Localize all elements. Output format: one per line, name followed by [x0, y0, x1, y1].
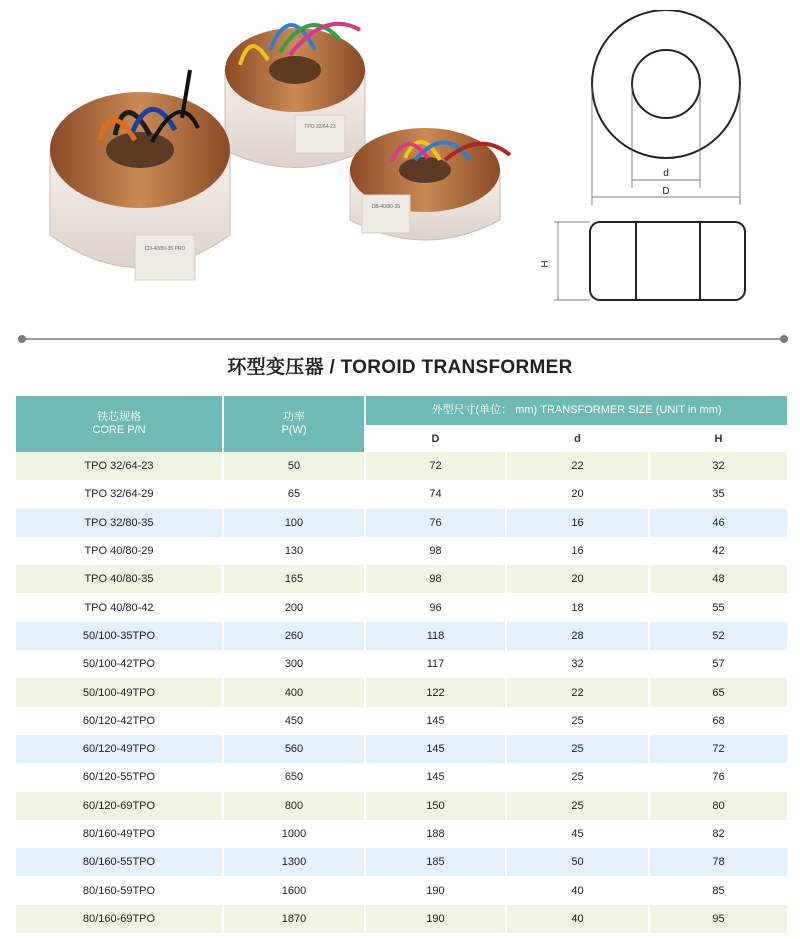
cell-power: 1300 [224, 848, 364, 876]
cell-d: 22 [507, 452, 648, 480]
sub-header-H: H [650, 425, 787, 452]
cell-d: 16 [507, 537, 648, 565]
cell-power: 560 [224, 735, 364, 763]
cell-core: TPO 32/64-23 [16, 452, 222, 480]
cell-H: 35 [650, 480, 787, 508]
size-header: 外型尺寸(单位： mm) TRANSFORMER SIZE (UNIT in mm) [366, 396, 787, 425]
cell-core: 60/120-49TPO [16, 735, 222, 763]
cell-H: 46 [650, 509, 787, 537]
cell-d: 40 [507, 876, 648, 904]
power-header-en: P(W) [281, 424, 307, 436]
cell-D: 190 [366, 876, 505, 904]
cell-D: 118 [366, 622, 505, 650]
section-divider [18, 334, 788, 344]
cell-core: 60/120-69TPO [16, 792, 222, 820]
cell-d: 32 [507, 650, 648, 678]
power-header-cn: 功率 [283, 411, 305, 423]
cell-H: 42 [650, 537, 787, 565]
cell-d: 20 [507, 565, 648, 593]
table-row [16, 905, 787, 933]
cell-H: 85 [650, 876, 787, 904]
cell-H: 32 [650, 452, 787, 480]
cell-power: 1870 [224, 905, 364, 933]
power-header [224, 396, 364, 452]
table-row [16, 537, 787, 565]
cell-D: 98 [366, 565, 505, 593]
cell-d: 25 [507, 792, 648, 820]
cell-H: 48 [650, 565, 787, 593]
outer-diameter-label: D [662, 186, 670, 197]
inner-circle [632, 50, 700, 118]
cell-D: 188 [366, 820, 505, 848]
table-row [16, 593, 787, 621]
cell-power: 165 [224, 565, 364, 593]
cell-H: 76 [650, 763, 787, 791]
sub-header-d: d [507, 425, 648, 452]
dimension-diagram [540, 10, 750, 310]
cell-power: 300 [224, 650, 364, 678]
cell-D: 76 [366, 509, 505, 537]
cell-d: 22 [507, 678, 648, 706]
toroid-right [350, 128, 510, 240]
toroid-left [50, 70, 230, 280]
toroid-back [225, 24, 365, 168]
product-photo [40, 10, 520, 310]
core-pn-header [16, 396, 222, 452]
core-pn-header-en: CORE P/N [92, 424, 146, 436]
table-row [16, 565, 787, 593]
cell-power: 650 [224, 763, 364, 791]
cell-D: 72 [366, 452, 505, 480]
cell-core: 80/160-49TPO [16, 820, 222, 848]
core-pn-header-cn: 铁芯规格 [97, 411, 141, 423]
table-row [16, 735, 787, 763]
cell-H: 72 [650, 735, 787, 763]
cell-H: 65 [650, 678, 787, 706]
cell-D: 74 [366, 480, 505, 508]
label-left: CD-40/80-35 PRO [144, 246, 186, 252]
cell-power: 1600 [224, 876, 364, 904]
cell-d: 50 [507, 848, 648, 876]
table-row [16, 707, 787, 735]
table-row [16, 848, 787, 876]
cell-H: 78 [650, 848, 787, 876]
label-right: DB-40/80-35 [371, 204, 401, 210]
cell-d: 25 [507, 763, 648, 791]
table-row [16, 876, 787, 904]
cell-core: TPO 40/80-29 [16, 537, 222, 565]
cell-D: 190 [366, 905, 505, 933]
cell-core: 60/120-55TPO [16, 763, 222, 791]
cell-H: 57 [650, 650, 787, 678]
table-row [16, 622, 787, 650]
cell-D: 98 [366, 537, 505, 565]
cell-power: 50 [224, 452, 364, 480]
cell-power: 400 [224, 678, 364, 706]
cell-core: 50/100-35TPO [16, 622, 222, 650]
table-row [16, 509, 787, 537]
table-row [16, 452, 787, 480]
cell-power: 130 [224, 537, 364, 565]
cell-d: 25 [507, 735, 648, 763]
cell-H: 82 [650, 820, 787, 848]
cell-H: 80 [650, 792, 787, 820]
cell-D: 96 [366, 593, 505, 621]
cell-power: 65 [224, 480, 364, 508]
cell-core: 50/100-42TPO [16, 650, 222, 678]
cell-H: 52 [650, 622, 787, 650]
height-label: H [540, 260, 551, 268]
cell-H: 95 [650, 905, 787, 933]
cell-core: TPO 32/80-35 [16, 509, 222, 537]
cell-d: 20 [507, 480, 648, 508]
cell-D: 117 [366, 650, 505, 678]
cell-power: 800 [224, 792, 364, 820]
label-back: TPO 32/64-23 [304, 124, 336, 130]
toroid-transformers-image [40, 10, 520, 310]
cell-d: 16 [507, 509, 648, 537]
table-row [16, 763, 787, 791]
spec-table [14, 396, 789, 933]
table-row [16, 480, 787, 508]
sub-header-D: D [366, 425, 505, 452]
cell-D: 150 [366, 792, 505, 820]
cell-d: 28 [507, 622, 648, 650]
cell-core: 80/160-55TPO [16, 848, 222, 876]
inner-diameter-label: d [663, 168, 669, 179]
cell-power: 1000 [224, 820, 364, 848]
page-title: 环型变压器 / TOROID TRANSFORMER [227, 357, 573, 378]
cell-d: 45 [507, 820, 648, 848]
cell-d: 40 [507, 905, 648, 933]
table-row [16, 792, 787, 820]
cell-power: 100 [224, 509, 364, 537]
cell-H: 68 [650, 707, 787, 735]
cell-core: TPO 32/64-29 [16, 480, 222, 508]
table-row [16, 820, 787, 848]
cell-core: 80/160-59TPO [16, 876, 222, 904]
cell-d: 18 [507, 593, 648, 621]
cell-core: TPO 40/80-35 [16, 565, 222, 593]
cell-D: 185 [366, 848, 505, 876]
cell-D: 122 [366, 678, 505, 706]
cell-D: 145 [366, 707, 505, 735]
cell-H: 55 [650, 593, 787, 621]
table-row [16, 650, 787, 678]
cell-core: 80/160-69TPO [16, 905, 222, 933]
cell-D: 145 [366, 763, 505, 791]
cell-D: 145 [366, 735, 505, 763]
table-row [16, 678, 787, 706]
side-view [590, 222, 745, 300]
cell-power: 450 [224, 707, 364, 735]
cell-core: 50/100-49TPO [16, 678, 222, 706]
cell-power: 260 [224, 622, 364, 650]
cell-power: 200 [224, 593, 364, 621]
cell-core: TPO 40/80-42 [16, 593, 222, 621]
spec-table-body [16, 452, 787, 933]
cell-core: 60/120-42TPO [16, 707, 222, 735]
outer-circle [592, 10, 740, 158]
cell-d: 25 [507, 707, 648, 735]
